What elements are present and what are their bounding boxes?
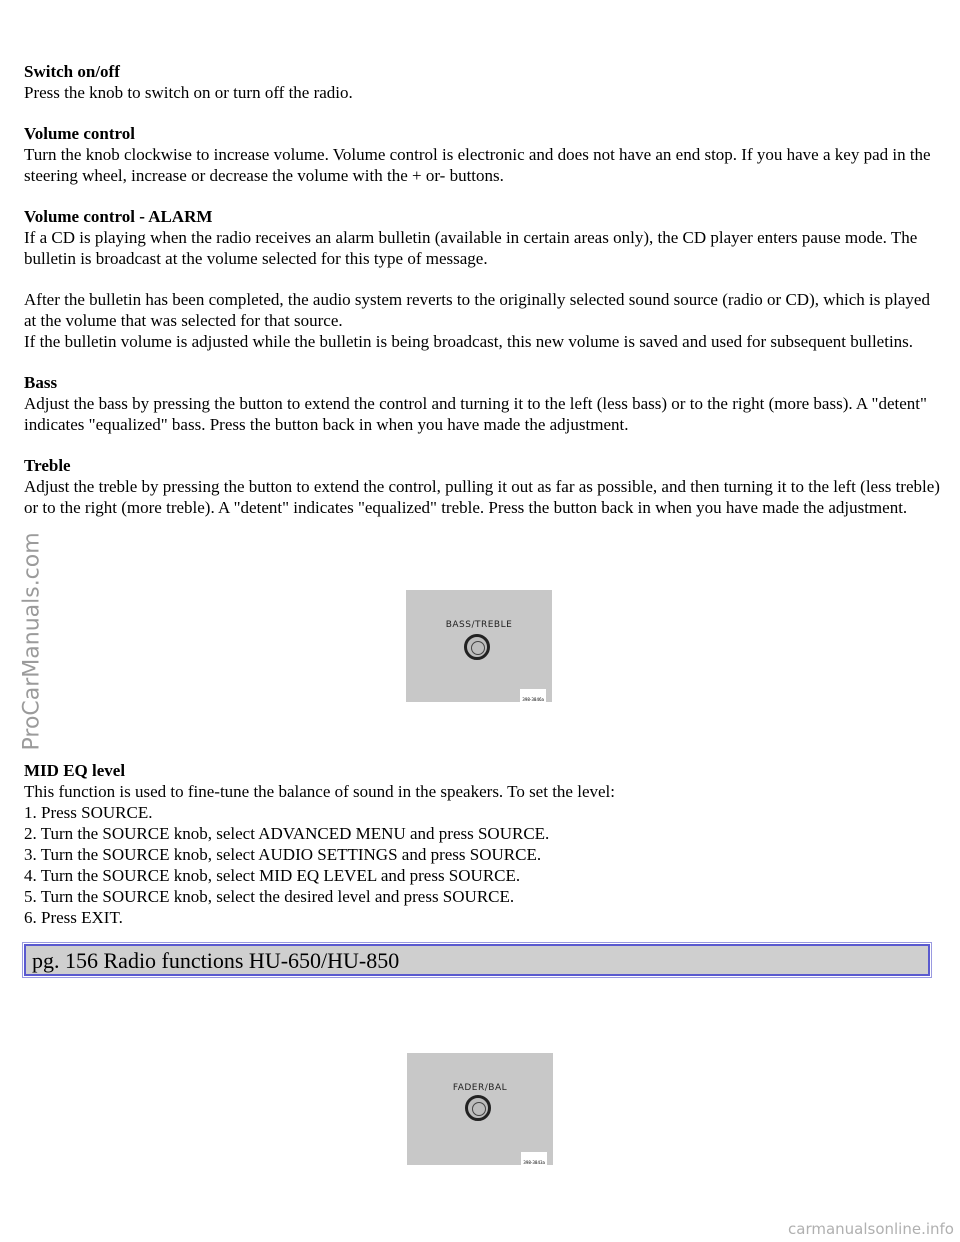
knob-icon [464,634,490,660]
step-item: 1. Press SOURCE. [24,803,153,822]
section-body: Press the knob to switch on or turn off the radio. [24,83,353,102]
footer-watermark: carmanualsonline.info [788,1220,954,1238]
section-body: After the bulletin has been completed, the audio system reverts to the originally selected sound source (radio or CD), which is played at the volume that was selected for that source. [24,290,930,330]
page-title: pg. 156 Radio functions HU-650/HU-850 [32,948,400,973]
figure-code: 398-3846a [520,689,546,710]
section-body: Turn the knob clockwise to increase volume. Volume control is electronic and does not have an end stop. If you have a key pad in the steering wheel, increase or decrease the volume with the + or- buttons. [24,145,931,185]
mid-eq-section [24,760,940,928]
step-item: 6. Press EXIT. [24,908,123,927]
section-heading: Volume control - ALARM [24,207,213,226]
manual-text [24,61,940,538]
section-bulletin [24,289,940,352]
section-body: This function is used to fine-tune the balance of sound in the speakers. To set the level: [24,782,615,801]
section-volume-alarm [24,206,940,269]
section-bass [24,372,940,435]
section-body: Adjust the bass by pressing the button to extend the control and turning it to the left (less bass) or to the right (more bass). A "detent" indicates "equalized" bass. Press the button back in when you have made the adjustment. [24,394,927,434]
step-item: 5. Turn the SOURCE knob, select the desired level and press SOURCE. [24,887,515,906]
side-watermark: ProCarManuals.com [19,532,45,751]
figure-label: BASS/TREBLE [445,620,513,630]
step-item: 2. Turn the SOURCE knob, select ADVANCED MENU and press SOURCE. [24,824,550,843]
section-body: Adjust the treble by pressing the button to extend the control, pulling it out as far as possible, and then turning it to the left (less treble) or to the right (more treble). A "detent" indicates "equalized" treble. Press the button back in when you have made the adjustment. [24,477,940,517]
page-title-bar [24,944,930,976]
step-item: 4. Turn the SOURCE knob, select MID EQ LEVEL and press SOURCE. [24,866,521,885]
section-heading: Bass [24,373,58,392]
section-body: If a CD is playing when the radio receives an alarm bulletin (available in certain areas only), the CD player enters pause mode. The bulletin is broadcast at the volume selected for this type of message. [24,228,918,268]
fader-bal-figure [407,1053,553,1165]
knob-icon [465,1095,491,1121]
section-volume [24,123,940,186]
section-heading: Volume control [24,124,135,143]
section-switch [24,61,940,103]
figure-label: FADER/BAL [452,1083,508,1093]
section-treble [24,455,940,518]
section-heading: Switch on/off [24,62,120,81]
section-heading: MID EQ level [24,761,126,780]
step-item: 3. Turn the SOURCE knob, select AUDIO SETTINGS and press SOURCE. [24,845,542,864]
figure-code: 398-3843a [521,1152,547,1173]
bass-treble-figure [406,590,552,702]
section-body-2: If the bulletin volume is adjusted while the bulletin is being broadcast, this new volume is saved and used for subsequent bulletins. [24,332,914,351]
section-heading: Treble [24,456,71,475]
